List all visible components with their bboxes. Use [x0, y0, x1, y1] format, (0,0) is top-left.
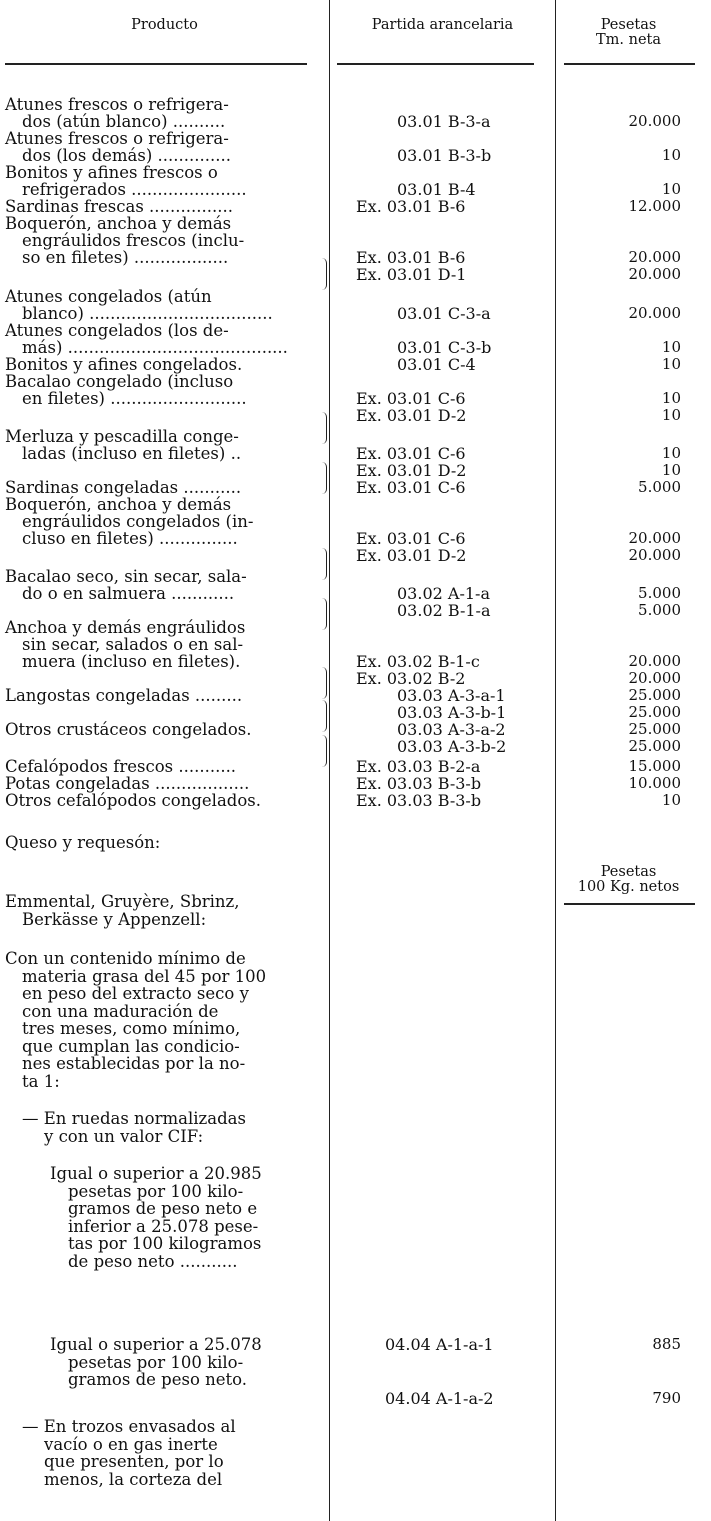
valor-cell: 10 [661, 338, 681, 356]
partida-cell: 03.01 C-3-b [397, 338, 492, 357]
trozos-line: menos, la corteza del [44, 1469, 223, 1489]
producto-cell: en filetes) .......................... [22, 389, 247, 408]
trozos-line: vacío o en gas inerte [44, 1434, 218, 1454]
partida-cell: Ex. 03.01 B-6 [356, 248, 466, 267]
valor-cell: 10 [661, 389, 681, 407]
valor-cell: 10 [661, 355, 681, 373]
partida-cell: 03.03 A-3-b-2 [397, 737, 507, 756]
emmental-line: Berkässe y Appenzell: [22, 909, 207, 929]
producto-cell: Atunes congelados (los de- [5, 321, 229, 340]
producto-cell: Bonitos y afines congelados. [5, 355, 243, 374]
header-partida: Partida arancelaria [371, 17, 514, 33]
igual1-line: gramos de peso neto e [68, 1199, 258, 1218]
valor-cell: 790 [652, 1389, 681, 1407]
partida-cell: 04.04 A-1-a-1 [385, 1335, 494, 1354]
producto-cell: ladas (incluso en filetes) .. [22, 444, 242, 463]
group-brace [322, 412, 327, 444]
contenido-line: nes establecidas por la no- [22, 1054, 246, 1073]
header-pesetas [556, 18, 701, 48]
partida-cell: Ex. 03.01 C-6 [356, 444, 466, 463]
column-divider-1 [329, 0, 330, 1521]
trozos-line: que presenten, por lo [44, 1452, 224, 1471]
valor-cell: 12.000 [628, 197, 681, 215]
producto-cell: Otros cefalópodos congelados. [5, 791, 262, 810]
valor-cell: 20.000 [628, 304, 681, 322]
valor-cell: 10 [661, 791, 681, 809]
igual1-line: tas por 100 kilogramos [68, 1234, 262, 1253]
partida-cell: Ex. 03.01 C-6 [356, 389, 466, 408]
valor-cell: 25.000 [628, 720, 681, 738]
partida-cell: Ex. 03.02 B-2 [356, 669, 466, 688]
igual1-line: pesetas por 100 kilo- [68, 1181, 244, 1201]
partida-cell: Ex. 03.01 D-1 [356, 265, 467, 284]
valor-cell: 10 [661, 444, 681, 462]
emmental-line: Emmental, Gruyère, Sbrinz, [5, 892, 240, 911]
partida-cell: Ex. 03.01 D-2 [356, 406, 467, 425]
producto-cell: Bonitos y afines frescos o [5, 163, 218, 182]
partida-cell: 03.01 C-4 [397, 355, 476, 374]
valor-cell: 10 [661, 146, 681, 164]
valor-cell: 20.000 [628, 265, 681, 283]
valor-cell: 25.000 [628, 737, 681, 755]
producto-cell: Bacalao congelado (incluso [5, 372, 234, 391]
partida-cell: Ex. 03.03 B-3-b [356, 791, 482, 810]
producto-cell: dos (atún blanco) .......... [22, 112, 226, 131]
partida-cell: Ex. 03.01 C-6 [356, 529, 466, 548]
trozos-line: — En trozos envasados al [22, 1417, 236, 1436]
second-header-pesetas [556, 865, 701, 895]
producto-cell: Bacalao seco, sin secar, sala- [5, 567, 247, 586]
partida-cell: 03.01 B-3-b [397, 146, 492, 165]
igual2-line: gramos de peso neto. [68, 1370, 248, 1389]
ruedas-line: y con un valor CIF: [44, 1126, 204, 1146]
header-rule-pesetas [564, 63, 695, 65]
valor-cell: 10 [661, 461, 681, 479]
producto-cell: cluso en filetes) ............... [22, 529, 238, 548]
producto-cell: Sardinas frescas ................ [5, 197, 233, 216]
valor-cell: 15.000 [628, 757, 681, 775]
second-header-label: Pesetas [600, 864, 657, 880]
valor-cell: 10 [661, 406, 681, 424]
producto-cell: dos (los demás) .............. [22, 146, 231, 165]
partida-cell: Ex. 03.03 B-3-b [356, 774, 482, 793]
contenido-line: ta 1: [22, 1071, 60, 1091]
producto-cell: Langostas congeladas ......... [5, 686, 243, 705]
column-divider-2 [555, 0, 556, 1521]
header-pesetas-label: Pesetas [600, 17, 657, 33]
group-brace [322, 667, 327, 699]
partida-cell: 03.03 A-3-a-1 [397, 686, 506, 705]
partida-cell: Ex. 03.02 B-1-c [356, 652, 480, 671]
valor-cell: 5.000 [638, 584, 681, 602]
producto-cell: Atunes congelados (atún [5, 287, 212, 306]
header-rule-partida [337, 63, 534, 65]
valor-cell: 25.000 [628, 703, 681, 721]
valor-cell: 885 [652, 1335, 681, 1353]
valor-cell: 5.000 [638, 601, 681, 619]
partida-cell: Ex. 03.03 B-2-a [356, 757, 481, 776]
producto-cell: Potas congeladas .................. [5, 774, 250, 793]
valor-cell: 20.000 [628, 669, 681, 687]
group-brace [322, 598, 327, 630]
igual2-line: pesetas por 100 kilo- [68, 1352, 244, 1372]
producto-cell: Merluza y pescadilla conge- [5, 427, 239, 446]
header-pesetas-unit: Tm. neta [595, 32, 662, 48]
producto-cell: Boquerón, anchoa y demás [5, 495, 232, 514]
header-rule-producto [5, 63, 307, 65]
valor-cell: 10 [661, 180, 681, 198]
producto-cell: Otros crustáceos congelados. [5, 720, 252, 739]
partida-cell: Ex. 03.01 C-6 [356, 478, 466, 497]
producto-cell: Boquerón, anchoa y demás [5, 214, 232, 233]
producto-cell: más) .......................................... [22, 338, 288, 357]
partida-cell: 03.01 B-3-a [397, 112, 491, 131]
contenido-line: con una maduración de [22, 1001, 219, 1021]
group-brace [322, 462, 327, 494]
valor-cell: 25.000 [628, 686, 681, 704]
queso-heading: Queso y requesón: [5, 833, 161, 852]
valor-cell: 20.000 [628, 248, 681, 266]
igual1-line: inferior a 25.078 pese- [68, 1216, 259, 1236]
igual1-line: Igual o superior a 20.985 [50, 1164, 262, 1183]
producto-cell: do o en salmuera ............ [22, 584, 235, 603]
contenido-line: materia grasa del 45 por 100 [22, 966, 267, 986]
ruedas-line: — En ruedas normalizadas [22, 1109, 246, 1128]
header-producto: Producto [131, 17, 198, 33]
valor-cell: 20.000 [628, 529, 681, 547]
partida-cell: Ex. 03.01 D-2 [356, 546, 467, 565]
second-header-rule [564, 903, 695, 905]
contenido-line: tres meses, como mínimo, [22, 1019, 241, 1038]
contenido-line: que cumplan las condicio- [22, 1036, 240, 1056]
second-header-unit: 100 Kg. netos [577, 879, 680, 895]
partida-cell: 03.03 A-3-b-1 [397, 703, 507, 722]
producto-cell: engráulidos frescos (inclu- [22, 231, 245, 250]
producto-cell: sin secar, salados o en sal- [22, 635, 244, 654]
producto-cell: Cefalópodos frescos ........... [5, 757, 237, 776]
partida-cell: Ex. 03.01 B-6 [356, 197, 466, 216]
valor-cell: 20.000 [628, 652, 681, 670]
igual2-line: Igual o superior a 25.078 [50, 1335, 262, 1354]
group-brace [322, 700, 327, 732]
producto-cell: engráulidos congelados (in- [22, 512, 254, 531]
group-brace [322, 258, 327, 290]
producto-cell: Atunes frescos o refrigera- [5, 95, 229, 114]
partida-cell: 03.02 A-1-a [397, 584, 490, 603]
producto-cell: Sardinas congeladas ........... [5, 478, 242, 497]
group-brace [322, 735, 327, 767]
valor-cell: 10.000 [628, 774, 681, 792]
producto-cell: blanco) ................................... [22, 304, 273, 323]
group-brace [322, 548, 327, 580]
valor-cell: 5.000 [638, 478, 681, 496]
partida-cell: 03.02 B-1-a [397, 601, 491, 620]
producto-cell: Atunes frescos o refrigera- [5, 129, 229, 148]
partida-cell: 03.03 A-3-a-2 [397, 720, 506, 739]
contenido-line: en peso del extracto seco y [22, 984, 249, 1003]
igual1-line: de peso neto ........... [68, 1251, 238, 1271]
partida-cell: 04.04 A-1-a-2 [385, 1389, 494, 1408]
valor-cell: 20.000 [628, 546, 681, 564]
partida-cell: Ex. 03.01 D-2 [356, 461, 467, 480]
partida-cell: 03.01 C-3-a [397, 304, 491, 323]
producto-cell: muera (incluso en filetes). [22, 652, 241, 671]
valor-cell: 20.000 [628, 112, 681, 130]
producto-cell: refrigerados ...................... [22, 180, 247, 199]
partida-cell: 03.01 B-4 [397, 180, 476, 199]
contenido-line: Con un contenido mínimo de [5, 949, 246, 968]
producto-cell: so en filetes) .................. [22, 248, 229, 267]
producto-cell: Anchoa y demás engráulidos [5, 618, 246, 637]
